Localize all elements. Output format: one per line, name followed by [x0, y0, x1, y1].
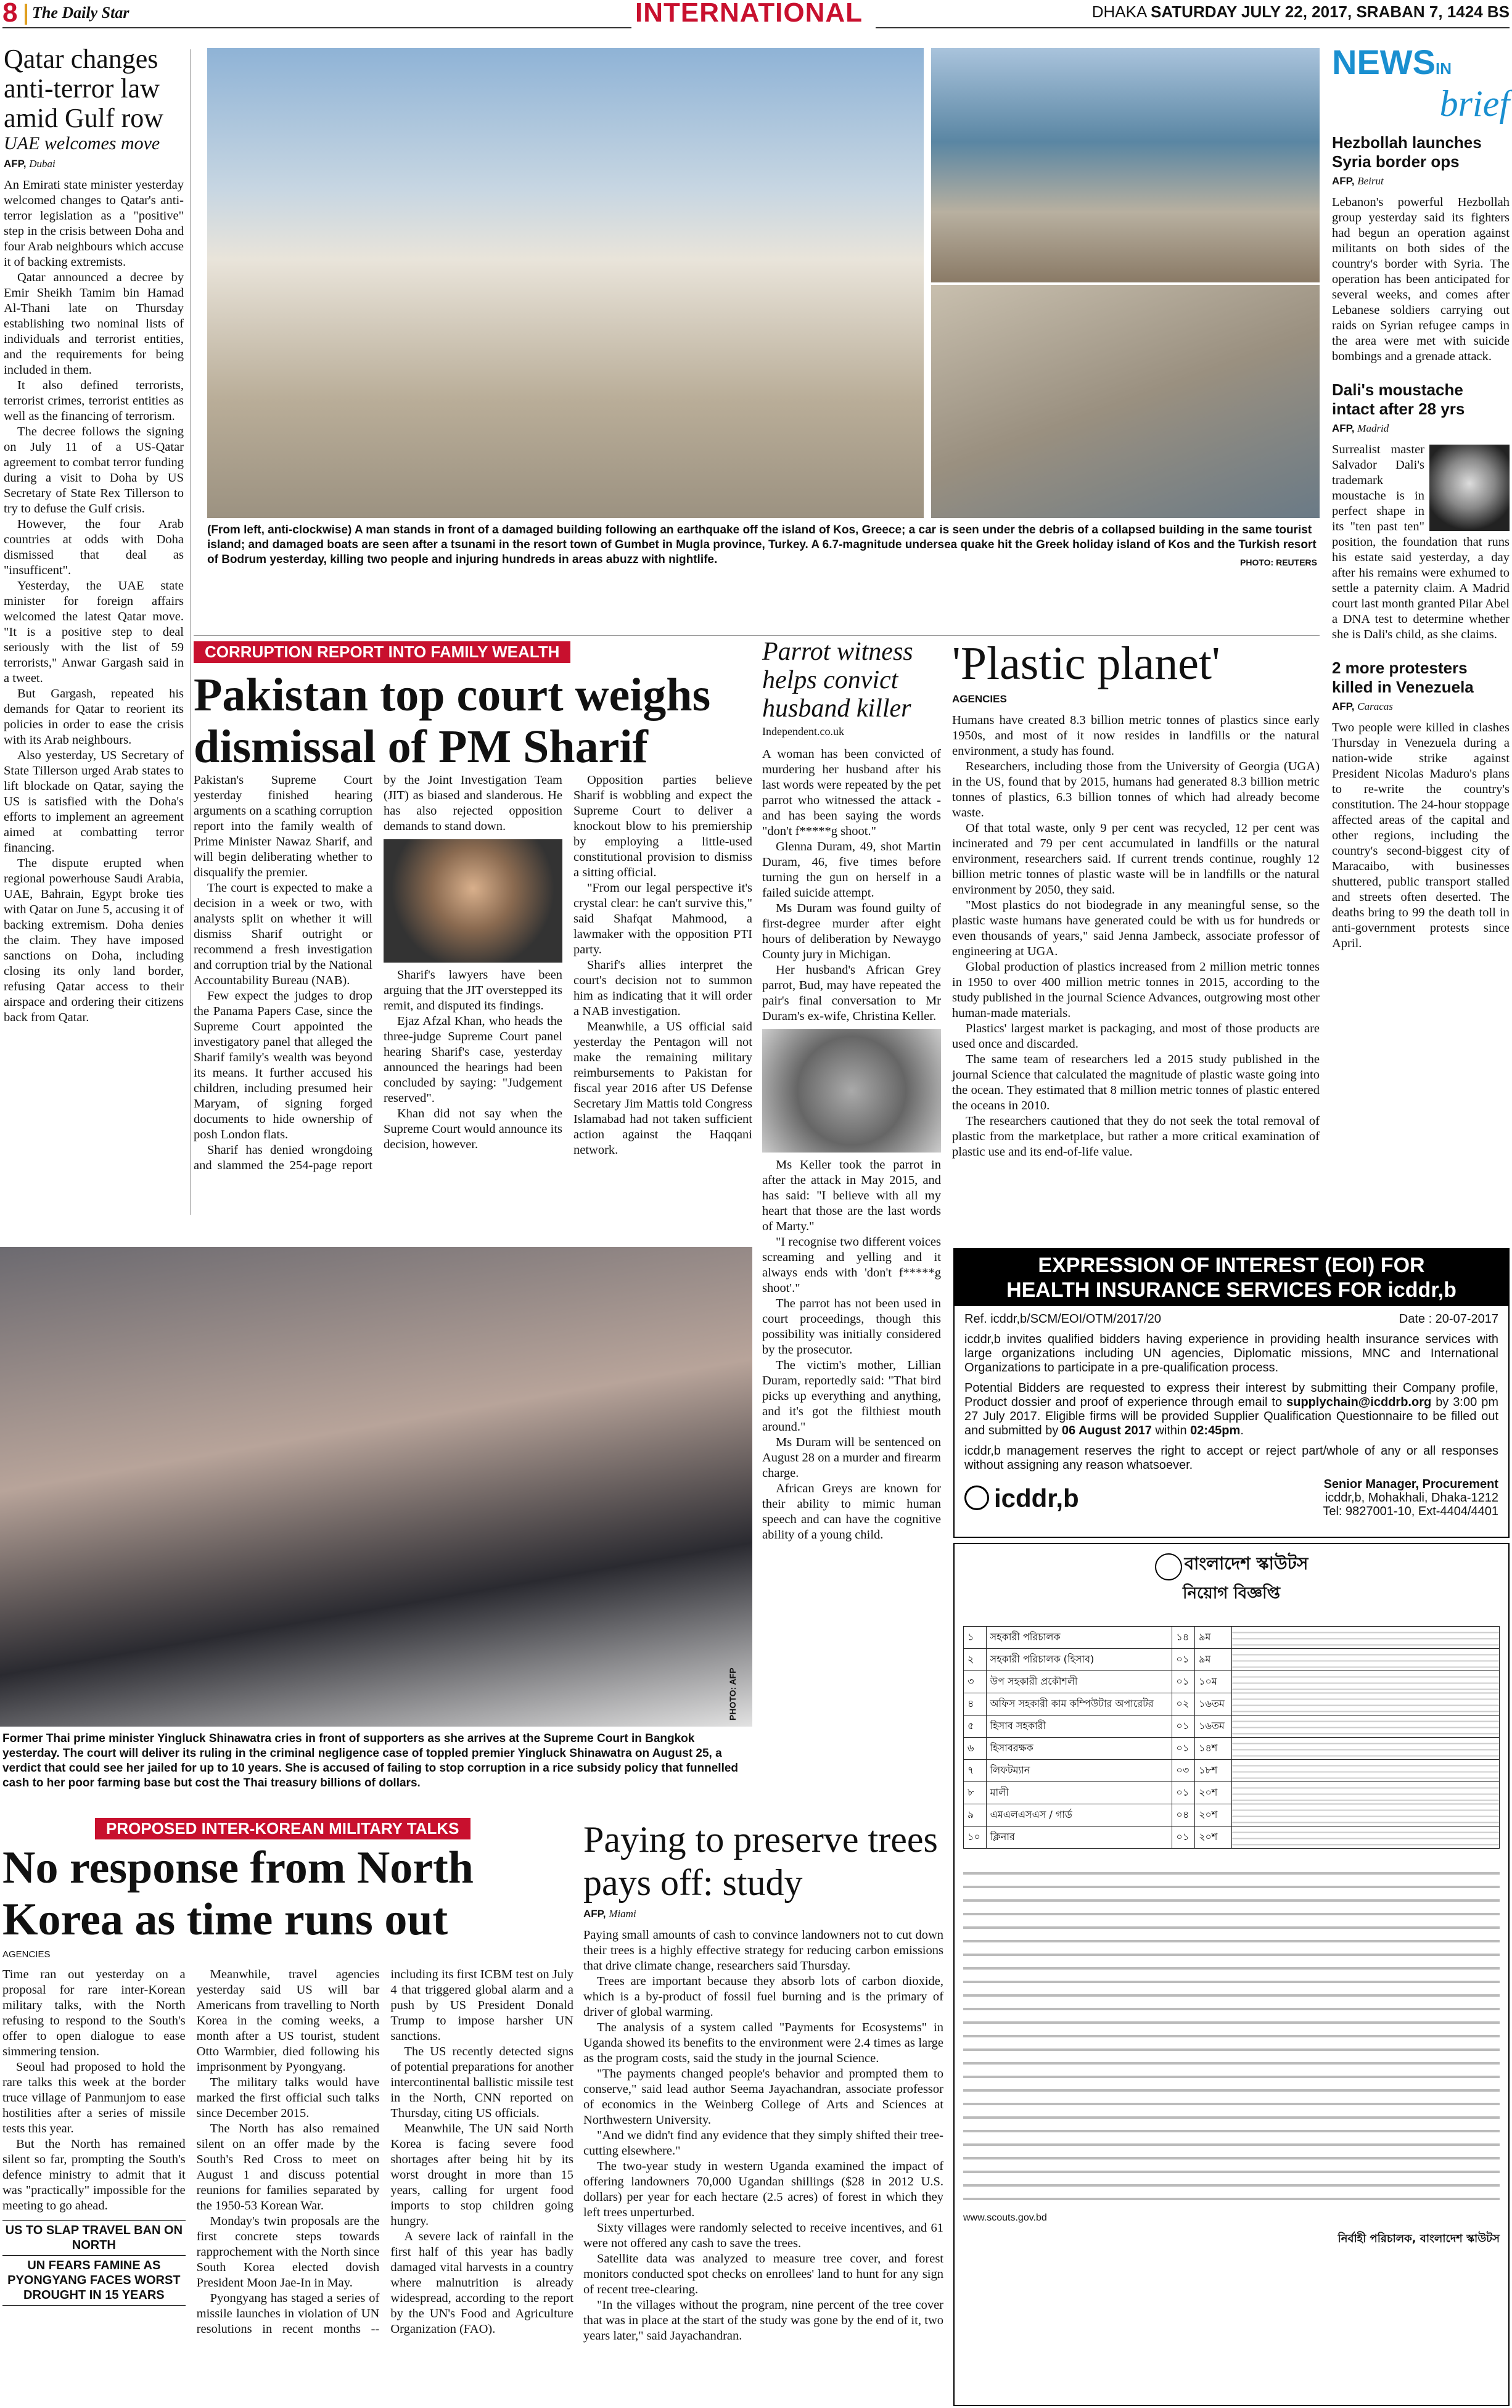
paragraph: The analysis of a system called "Payments for Ecosystems" in Uganda showed its benefits to the environment were 2.4 times as large as the program costs, said the study in the journal Science. — [583, 2021, 943, 2065]
cell-post: অফিস সহকারী কাম কম্পিউটার অপারেটর — [986, 1693, 1172, 1716]
article-parrot — [762, 638, 941, 1543]
eoi-title: EXPRESSION OF INTEREST (EOI) FOR HEALTH INSURANCE SERVICES FOR icddr,b — [955, 1249, 1508, 1306]
byline: AGENCIES — [952, 693, 1007, 705]
subheadline: UAE welcomes move — [4, 133, 160, 154]
cell-grade: ২০শ — [1195, 1827, 1231, 1849]
brief-item — [1332, 659, 1510, 951]
photo-car-debris — [931, 285, 1320, 518]
subhead: UN FEARS FAMINE AS PYONGYANG FACES WORST DROUGHT IN 15 YEARS — [2, 2256, 186, 2306]
paragraph: The victim's mother, Lillian Duram, reportedly said: "That bird picks up everything and anything, and it's got the filthiest mouth around." — [762, 1358, 941, 1434]
paragraph: "And we didn't find any evidence that they simply shifted their tree-cutting elsewhere." — [583, 2129, 943, 2158]
eoi-paragraph: icddr,b invites qualified bidders having experience in providing health insurance services with large organizations including UN agencies, Diplomatic missions, MNC and International Organizations to participate in a pre-qualification process. — [964, 1333, 1498, 1375]
table-row — [964, 1804, 1500, 1827]
article-body — [4, 178, 184, 1025]
table-row — [964, 1649, 1500, 1671]
cell-qualification — [1231, 1671, 1500, 1693]
paragraph: Seoul had proposed to hold the rare talks this week at the border truce village of Panmunjom to ease hostilities after a series of missile tests this year. — [2, 2060, 186, 2135]
header-rule — [2, 27, 631, 28]
article-plastic — [952, 638, 1320, 1160]
paragraph: Plastics' largest market is packaging, and most of those products are used once and discarded. — [952, 1022, 1320, 1051]
cell-post: মালী — [986, 1782, 1172, 1804]
table-row — [964, 1693, 1500, 1716]
cell-no: ১ — [964, 1627, 987, 1649]
paragraph: The two-year study in western Uganda examined the impact of offering landowners 70,000 Ugandan shillings ($28 in 2012 U.S. dollars) per year for each hectare (2.5 acres) of forest in which they left trees unperturbed. — [583, 2159, 943, 2219]
paragraph: Trees are important because they absorb lots of carbon dioxide, which is a by-product of fossil fuel burning and is the primary of driver of global warming. — [583, 1974, 943, 2019]
article-body — [194, 773, 752, 1173]
headline: Pakistan top court weighs dismissal of PM Sharif — [194, 669, 711, 773]
cell-count: ০১ — [1172, 1738, 1195, 1760]
section-title: INTERNATIONAL — [635, 0, 863, 28]
cell-grade: ২০শ — [1195, 1804, 1231, 1827]
cell-post: হিসাব সহকারী — [986, 1716, 1172, 1738]
headline: Parrot witness helps convict husband killer — [762, 638, 913, 723]
cell-no: ৮ — [964, 1782, 987, 1804]
paragraph: Qatar announced a decree by Emir Sheikh Tamim bin Hamad Al-Thani late on Thursday establishing two nominal lists of individuals and terrorist entities, and the requirements for being included in them. — [4, 271, 184, 377]
cell-count: ০১ — [1172, 1649, 1195, 1671]
cell-count: ০৪ — [1172, 1804, 1195, 1827]
cell-count: ০১ — [1172, 1782, 1195, 1804]
paragraph: Opposition parties believe Sharif is wobbling and expect the Supreme Court to deliver a knockout blow to his premiership by employing a little-used constitutional provision to dismiss a sitting official. — [573, 773, 752, 879]
cell-count: ১৪ — [1172, 1627, 1195, 1649]
photo-parrot — [762, 1029, 941, 1153]
article-body — [2, 1967, 573, 2337]
headline: Paying to preserve trees pays off: study — [583, 1819, 938, 1903]
paragraph: Satellite data was analyzed to measure tree cover, and forest monitors conducted spot checks on enrollees' land to hunt for any sign of recent tree-clearing. — [583, 2252, 943, 2296]
table-row — [964, 1627, 1500, 1649]
headline: No response from North Korea as time runs out — [2, 1843, 474, 1945]
cell-no: ১০ — [964, 1827, 987, 1849]
paragraph: "From our legal perspective it's crystal clear: he can't survive this," said Shafqat Mahmood, a lawmaker with the opposition PTI party. — [573, 881, 752, 956]
cell-qualification — [1231, 1804, 1500, 1827]
byline: AFP, Caracas — [1332, 701, 1393, 712]
cell-qualification — [1231, 1693, 1500, 1716]
cell-qualification — [1231, 1782, 1500, 1804]
paragraph: Pakistan's Supreme Court yesterday finished hearing arguments on a scathing corruption report into the family wealth of Prime Minister Nawaz Sharif, and will begin deliberating whether to disqualify the premier. — [194, 773, 372, 879]
paragraph: Humans have created 8.3 billion metric tonnes of plastics since early 1950s, and most of it now resides in landfills or the natural environment, a study has found. — [952, 713, 1320, 758]
scouts-signature: নির্বাহী পরিচালক, বাংলাদেশ স্কাউটস — [1337, 2232, 1500, 2246]
photo-yingluck — [0, 1247, 752, 1727]
table-row — [964, 1760, 1500, 1782]
paragraph: Khan did not say when the Supreme Court would announce its decision, however. — [384, 1107, 562, 1151]
sidebar-box — [2, 2220, 186, 2306]
page-number: 8 — [2, 0, 18, 28]
cell-no: ৩ — [964, 1671, 987, 1693]
paragraph: Meanwhile, a US official said yesterday the Pentagon will not make the remaining military reimbursements to Pakistan for fiscal year 2016 after US Defense Secretary Jim Mattis told Congress Islamabad had not taken sufficient action against the Haqqani network. — [573, 1020, 752, 1157]
article-body — [952, 713, 1320, 1160]
cell-qualification — [1231, 1738, 1500, 1760]
paragraph: But Gargash, repeated his demands for Qatar to reorient its policies in order to ease the crisis with its Arab neighbours. — [4, 687, 184, 747]
photo-sharif — [384, 839, 562, 963]
brief-headline: Hezbollah launches Syria border ops — [1332, 133, 1482, 171]
cell-grade: ৯ম — [1195, 1649, 1231, 1671]
table-row — [964, 1782, 1500, 1804]
paragraph: The same team of researchers led a 2015 study published in the journal Science that calculated the magnitude of plastic waste going into the ocean. They estimated that 8 million metric tonnes of plastic entered the oceans in 2010. — [952, 1053, 1320, 1112]
byline: AFP, Madrid — [1332, 422, 1389, 434]
paragraph: Her husband's African Grey parrot, Bud, may have repeated the pair's final conversation to Mr Duram's ex-wife, Christina Keller. — [762, 963, 941, 1023]
cell-grade: ১৬তম — [1195, 1716, 1231, 1738]
header-rule — [876, 27, 1510, 28]
kicker: PROPOSED INTER-KOREAN MILITARY TALKS — [95, 1818, 470, 1839]
scouts-advertisement — [953, 1543, 1510, 2406]
paragraph: The court is expected to make a decision in a week or two, with analysts split on whether it will dismiss Sharif outright or recommend a fresh investigation and corruption trial by the National Accountability Bureau (NAB). — [194, 881, 372, 987]
article-korea — [2, 1818, 573, 2337]
cell-post: সহকারী পরিচালক — [986, 1627, 1172, 1649]
paragraph: Pyongyang has staged a series of missile launches in violation of UN resolutions in recent months -- including its first ICBM test on July 4 that triggered global alarm and a push by US President Donald Trump to impose harsher UN sanctions. — [196, 1968, 573, 2336]
article-pakistan — [194, 641, 752, 1173]
cell-no: ৪ — [964, 1693, 987, 1716]
article-trees — [583, 1818, 943, 2344]
paragraph: An Emirati state minister yesterday welcomed changes to Qatar's anti-terror legislation as a "positive" step in the crisis between Doha and four Arab neighbours which accuse it of backing extremists. — [4, 178, 184, 269]
cell-no: ৫ — [964, 1716, 987, 1738]
paragraph: The US recently detected signs of potential preparations for another intercontinental ballistic missile test in the North, CNN reported on Thursday, citing US officials. — [390, 2045, 573, 2120]
paragraph: Few expect the judges to drop the Panama Papers Case, since the Supreme Court appointed the investigatory panel that alleged the Sharif family's wealth was beyond its means. It further accused his children, including presumed heir Maryam, of signing forged documents to hide ownership of posh London flats. — [194, 989, 372, 1141]
photo-caption: Former Thai prime minister Yingluck Shinawatra cries in front of supporters as she arrives at the Supreme Court in Bangkok yesterday. The court will deliver its ruling in the criminal negligence case of toppled premier Yingluck Shinawatra on August 25, a verdict that could see her jailed for up to 10 years. She is accused of failing to stop corruption in a rice subsidy policy that funnelled cash to her poor farming base but cost the Thai treasury billions of dollars. — [2, 1732, 739, 1790]
headline: 'Plastic planet' — [952, 638, 1220, 689]
paragraph: The dispute erupted when regional powerhouse Saudi Arabia, UAE, Bahrain, Egypt broke ties with Qatar on June 5, accusing it of backing extremism. Doha denies the claim. They have imposed sanctions on Doha, including closing its only land border, refusing Qatar access to their airspace and ordering their citizens back from Qatar. — [4, 857, 184, 1024]
cell-qualification — [1231, 1627, 1500, 1649]
cell-no: ৭ — [964, 1760, 987, 1782]
article-qatar — [4, 44, 184, 1025]
icddrb-logo: icddr,b — [964, 1485, 1079, 1510]
paragraph: The parrot has not been used in court proceedings, though this possibility was initially considered by the prosecutor. — [762, 1297, 941, 1357]
article-body — [583, 1928, 943, 2344]
table-row — [964, 1671, 1500, 1693]
cell-qualification — [1231, 1649, 1500, 1671]
eoi-date: Date : 20-07-2017 — [1399, 1312, 1498, 1326]
paragraph: African Greys are known for their ability to mimic human speech and can have the cognitive ability of a young child. — [762, 1482, 941, 1542]
byline: AGENCIES — [2, 1949, 51, 1960]
byline: AFP, Miami — [583, 1908, 636, 1920]
cell-qualification — [1231, 1760, 1500, 1782]
photo-credit: PHOTO: REUTERS — [1240, 557, 1317, 567]
paragraph: Ejaz Afzal Khan, who heads the three-judge Supreme Court panel hearing Sharif's case, yesterday announced the hearings had been concluded by saying: "Judgement reserved". — [384, 1014, 562, 1105]
paragraph: Of that total waste, only 9 per cent was recycled, 12 per cent was incinerated and 79 per cent accumulated in landfills or the natural environment, researchers said. If current trends continue, roughly 12 billion metric tonnes of plastic waste will be in landfills or the natural environment by 2050, they said. — [952, 821, 1320, 897]
cell-count: ০১ — [1172, 1827, 1195, 1849]
paragraph: Ms Keller took the parrot in after the attack in May 2015, and has said: "I believe with all my heart that those are the last words of Marty." — [762, 1158, 941, 1233]
paragraph: Yesterday, the UAE state minister for foreign affairs welcomed the latest Qatar move. "It is a positive step to deal seriously with the list of 59 terrorists," Anwar Gargash said in a tweet. — [4, 579, 184, 685]
paragraph: Paying small amounts of cash to convince landowners not to cut down their trees is a highly effective strategy for reducing carbon emissions that drive climate change, researchers said Thursday. — [583, 1928, 943, 1973]
cell-no: ২ — [964, 1649, 987, 1671]
brief-headline: 2 more protesters killed in Venezuela — [1332, 659, 1474, 696]
kicker: CORRUPTION REPORT INTO FAMILY WEALTH — [194, 641, 570, 663]
eoi-signature: Senior Manager, Procurement icddr,b, Mohakhali, Dhaka-1212 Tel: 9827001-10, Ext-4404/4401 — [1323, 1477, 1498, 1518]
paragraph: Also yesterday, US Secretary of State Tillerson urged Arab states to lift blockade on Qatar, saying the US is satisfied with the Doha's efforts to implement an agreement aimed at combatting terror financing. — [4, 749, 184, 855]
paragraph: But the North has remained silent so far, prompting the South's defence ministry to admit that it was "practically" impossible for the meeting to go ahead. — [2, 2137, 186, 2213]
paragraph: A woman has been convicted of murdering her husband after his last words were repeated by the pet parrot who witnessed the attack - and has been saying the words "don't f*****g shoot." — [762, 747, 941, 838]
brief-item — [1332, 133, 1510, 364]
paragraph: Lebanon's powerful Hezbollah group yesterday said its fighters had begun an operation against militants on both sides of the country's border with Syria. The operation has been anticipated for several weeks, and comes after Lebanese soldiers carrying out raids on Syrian refugee camps in the area were met with suicide bombings and a grenade attack. — [1332, 195, 1510, 363]
paragraph: Glenna Duram, 49, shot Martin Duram, 46, five times before turning the gun on herself in a failed suicide attempt. — [762, 840, 941, 900]
cell-post: ক্লিনার — [986, 1827, 1172, 1849]
paragraph: The decree follows the signing on July 11 of a US-Qatar agreement to combat terror funding during a visit to Doha by US Secretary of State Rex Tillerson to try to defuse the Gulf crisis. — [4, 425, 184, 516]
vacancy-table — [963, 1626, 1500, 1849]
scouts-header: বাংলাদেশ স্কাউটস নিয়োগ বিজ্ঞপ্তি — [963, 1550, 1500, 1608]
paragraph: A severe lack of rainfall in the first half of this year has badly damaged vital harvests in a country where malnutrition is already widespread, according to the report by the UN's Food and Agriculture Organization (FAO). — [390, 2230, 573, 2336]
article-body — [762, 747, 941, 1543]
paragraph: Sharif's allies interpret the court's decision not to summon him as indicating that it will order a NAB investigation. — [573, 958, 752, 1018]
paragraph: "The payments changed people's behavior and prompted them to conserve," said lead author Seema Jayachandran, associate professor of economics in the Weinberg College of Arts and Sciences at Northwestern University. — [583, 2067, 943, 2127]
paragraph: The North has also remained silent on an offer made by the South's Red Cross to meet on August 1 and discuss potential reunions for families separated by the 1950-53 Korean War. — [196, 2122, 380, 2213]
news-in-brief — [1332, 44, 1510, 968]
photo-credit: PHOTO: AFP — [728, 1667, 738, 1720]
paragraph: Monday's twin proposals are the first concrete steps towards rapprochement with the North since South Korea elected dovish President Moon Jae-In in May. — [196, 2214, 380, 2290]
paragraph: Ms Duram was found guilty of first-degree murder after eight hours of deliberation by Newaygo County jury in Michigan. — [762, 902, 941, 961]
cell-no: ৯ — [964, 1804, 987, 1827]
paragraph: Surrealist master Salvador Dali's trademark moustache is in perfect shape in its "ten past ten" position, the foundation that runs his estate said yesterday, a day after his remains were exhumed to settle a paternity claim. A Madrid court last month granted Pilar Abel a DNA test to determine whether she is Dali's child, as she claims. — [1332, 443, 1510, 641]
cell-grade: ২০শ — [1195, 1782, 1231, 1804]
cell-count: ০১ — [1172, 1671, 1195, 1693]
photo-kos-building — [207, 48, 924, 518]
table-row — [964, 1716, 1500, 1738]
cell-grade: ১৬তম — [1195, 1693, 1231, 1716]
cell-post: হিসাবরক্ষক — [986, 1738, 1172, 1760]
paragraph: Ms Duram will be sentenced on August 28 on a murder and firearm charge. — [762, 1436, 941, 1480]
paragraph: The military talks would have marked the first official such talks since December 2015. — [196, 2076, 380, 2120]
cell-grade: ১৮শ — [1195, 1760, 1231, 1782]
cell-count: ০৩ — [1172, 1760, 1195, 1782]
scouts-website[interactable]: www.scouts.gov.bd — [963, 2213, 1047, 2224]
cell-post: সহকারী পরিচালক (হিসাব) — [986, 1649, 1172, 1671]
photo-caption: (From left, anti-clockwise) A man stands in front of a damaged building following an earthquake off the island of Kos, Greece; a car is seen under the debris of a collapsed building in the same tourist island; and damaged boats are seen after a tsunami in the resort town of Gumbet in Mugla province, Turkey. A 6.7-magnitude undersea quake hit the Greek holiday island of Kos and the Turkish resort of Bodrum yesterday, killing two people and injuring hundreds in areas abuzz with nightlife. PHOTO: REUTERS — [207, 523, 1317, 570]
paragraph: Global production of plastics increased from 2 million metric tonnes in 1950 to over 400 million metric tonnes in 2015, according to the study published in the journal Science Advances, outgrowing most other human-made materials. — [952, 960, 1320, 1020]
masthead — [0, 0, 1512, 31]
nib-title: NEWSIN brief — [1332, 43, 1510, 124]
cell-post: উপ সহকারী প্রকৌশলী — [986, 1671, 1172, 1693]
paragraph: Sixty villages were randomly selected to receive incentives, and 61 were not offered any cash to save the trees. — [583, 2221, 943, 2250]
headline: Qatar changes anti-terror law amid Gulf row — [4, 44, 164, 133]
paragraph: Time ran out yesterday on a proposal for rare inter-Korean military talks, with the North refusing to respond to the South's offer to open dialogue to ease simmering tension. — [2, 1968, 186, 2058]
cell-post: লিফটম্যান — [986, 1760, 1172, 1782]
dateline: DHAKA SATURDAY JULY 22, 2017, SRABAN 7, 1424 BS — [1091, 2, 1510, 21]
table-row — [964, 1738, 1500, 1760]
subhead: US TO SLAP TRAVEL BAN ON NORTH — [2, 2220, 186, 2256]
paragraph: Two people were killed in clashes Thursday in Venezuela during a nation-wide strike against President Nicolas Maduro's plans to re-write the country's constitution. The 24-hour stoppage affected areas of the capital and other regions, including the country's second-biggest city of Maracaibo, with businesses shuttered, public transport stalled and streets often deserted. The deaths bring to 99 the death toll in anti-government protests since April. — [1332, 721, 1510, 950]
brief-headline: Dali's moustache intact after 28 yrs — [1332, 380, 1465, 418]
paragraph: Sharif's lawyers have been arguing that the JIT overstepped its remit, and disputed its findings. — [384, 968, 562, 1013]
column-rule — [190, 49, 191, 1215]
paragraph: Sharif has denied wrongdoing and slammed the 254-page report by the Joint Investigation Team (JIT) as biased and slanderous. He has also rejected opposition demands to stand down. — [194, 773, 562, 1172]
eoi-advertisement — [953, 1248, 1510, 1538]
eoi-paragraph: Potential Bidders are requested to express their interest by submitting their Company profile, Product dossier and proof of experience through email to supplychain@icddrb.org by 3:00 pm 27 July 2017. Eligible firms will be provided Supplier Qualification Questionnaire to be filled out and submitted by 06 August 2017 within 02:45pm. — [964, 1381, 1498, 1437]
ad-text-lines — [963, 1861, 1500, 2206]
brief-item — [1332, 380, 1510, 643]
paper-logo: The Daily Star — [32, 4, 129, 22]
eoi-ref: Ref. icddr,b/SCM/EOI/OTM/2017/20 — [964, 1312, 1162, 1326]
cell-qualification — [1231, 1716, 1500, 1738]
paragraph: Meanwhile, travel agencies yesterday said US will bar Americans from travelling to North Korea in the coming weeks, a month after a US tourist, student Otto Warmbier, died following his imprisonment by Pyongyang. — [196, 1968, 380, 2074]
cell-post: এমএলএসএস / গার্ড — [986, 1804, 1172, 1827]
table-row — [964, 1827, 1500, 1849]
scouts-emblem-icon — [1155, 1553, 1182, 1580]
photo-dali — [1429, 445, 1510, 531]
cell-no: ৬ — [964, 1738, 987, 1760]
byline: AFP, Dubai — [4, 158, 55, 170]
paragraph: "In the villages without the program, nine percent of the tree cover that was in place at the start of the study was gone by the end of it, two years later," said Jayachandran. — [583, 2298, 943, 2343]
paragraph: "Most plastics do not biodegrade in any meaningful sense, so the plastic waste humans have generated could be with us for hundreds or even thousands of years," said Jenna Jambeck, associate professor of engineering at UGA. — [952, 898, 1320, 958]
paragraph: "I recognise two different voices screaming and yelling and it always ends with 'don't f*****g shoot'." — [762, 1235, 941, 1295]
cell-grade: ১০ম — [1195, 1671, 1231, 1693]
byline: AFP, Beirut — [1332, 175, 1384, 187]
eoi-paragraph: icddr,b management reserves the right to accept or reject part/whole of any or all responses without assigning any reason whatsoever. — [964, 1444, 1498, 1472]
paragraph: Researchers, including those from the University of Georgia (UGA) in the US, found that by 2015, humans had generated 8.3 billion metric tonnes of plastics, 6.3 billion tonnes of which had already become waste. — [952, 760, 1320, 820]
photo-boats — [931, 48, 1320, 282]
cell-qualification — [1231, 1827, 1500, 1849]
divider — [194, 635, 1320, 636]
source: Independent.co.uk — [762, 725, 844, 738]
cell-grade: ১৪শ — [1195, 1738, 1231, 1760]
logo-emblem-icon — [964, 1485, 989, 1510]
paragraph: However, the four Arab countries at odds with Doha dismissed that deal as "insufficent". — [4, 517, 184, 577]
paragraph: It also defined terrorists, terrorist crimes, terrorist entities as well as the financing of terrorism. — [4, 379, 184, 423]
eoi-email[interactable]: supplychain@icddrb.org — [1286, 1395, 1432, 1409]
divider — [25, 4, 27, 25]
cell-grade: ৯ম — [1195, 1627, 1231, 1649]
cell-count: ০১ — [1172, 1716, 1195, 1738]
paragraph: Meanwhile, The UN said North Korea is facing severe food shortages after being hit by its worst drought in more than 15 years, calling for urgent food imports to stop children going hungry. — [390, 2122, 573, 2228]
cell-count: ০২ — [1172, 1693, 1195, 1716]
paragraph: The researchers cautioned that they do not seek the total removal of plastic from the marketplace, but rather a more critical examination of plastic use and its end-of-life value. — [952, 1114, 1320, 1159]
